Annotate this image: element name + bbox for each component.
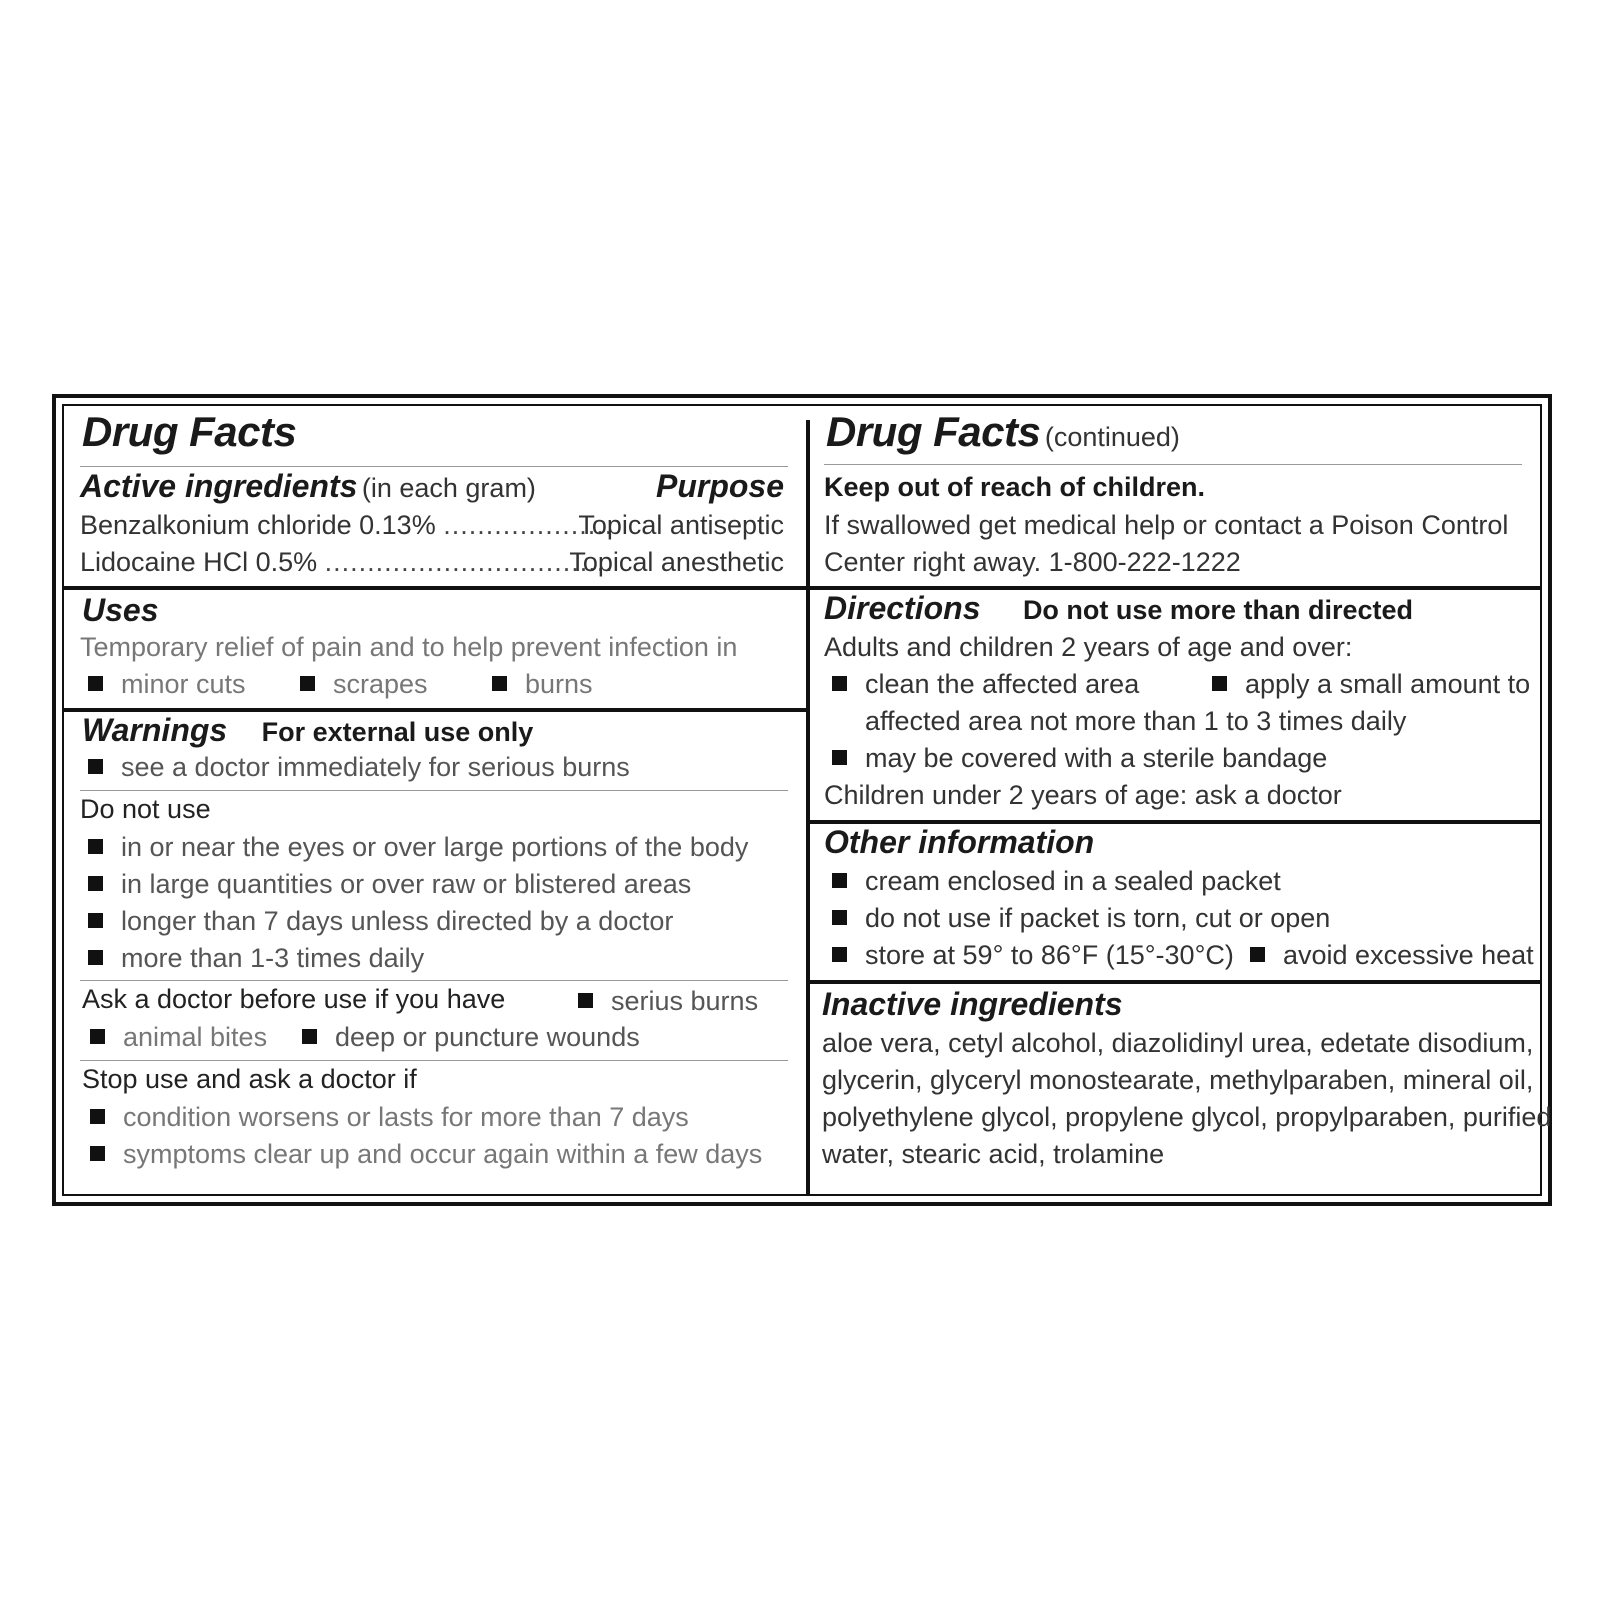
active-purpose-2: Topical anesthetic <box>569 547 784 577</box>
inactive-line: glycerin, glyceryl monostearate, methylparaben, mineral oil, <box>822 1065 1534 1095</box>
directions-item: clean the affected area <box>832 669 1139 700</box>
bullet-icon <box>832 873 847 888</box>
bullet-icon <box>492 676 507 691</box>
bullet-icon <box>90 1029 105 1044</box>
active-row-2 <box>80 547 614 578</box>
right-title-note: (continued) <box>1044 422 1180 452</box>
section-rule <box>64 586 806 590</box>
stop-use-heading: Stop use and ask a doctor if <box>82 1064 417 1094</box>
leader-dots: .................................. <box>324 547 614 577</box>
active-ingredients-heading-row <box>80 468 536 505</box>
ask-doctor-item: deep or puncture wounds <box>302 1022 640 1053</box>
bullet-icon <box>90 1109 105 1124</box>
uses-intro: Temporary relief of pain and to help prevent infection in <box>80 632 738 662</box>
directions-item-continued: affected area not more than 1 to 3 times daily <box>865 706 1407 736</box>
do-not-use-item: in large quantities or over raw or blistered areas <box>88 869 691 900</box>
uses-item: burns <box>492 669 593 700</box>
active-name: Benzalkonium chloride 0.13% <box>80 510 436 540</box>
ask-doctor-heading: Ask a doctor before use if you have <box>82 984 506 1014</box>
right-column <box>810 406 1552 1194</box>
left-column <box>64 406 806 1194</box>
bullet-icon <box>88 876 103 891</box>
right-title-row <box>826 408 1180 456</box>
stop-use-item: condition worsens or lasts for more than 7 days <box>90 1102 689 1133</box>
bullet-icon <box>88 759 103 774</box>
bullet-icon <box>300 676 315 691</box>
keep-out-line: Center right away. 1-800-222-1222 <box>824 547 1241 577</box>
inactive-line: water, stearic acid, trolamine <box>822 1139 1165 1169</box>
bullet-icon <box>302 1029 317 1044</box>
uses-item: minor cuts <box>88 669 246 700</box>
bullet-icon <box>1250 947 1265 962</box>
active-ingredients-note: (in each gram) <box>361 473 536 503</box>
bullet-icon <box>578 993 593 1008</box>
active-ingredients-heading: Active ingredients <box>80 468 358 504</box>
bullet-icon <box>88 950 103 965</box>
bullet-icon <box>88 839 103 854</box>
do-not-use-heading: Do not use <box>80 794 211 824</box>
active-name: Lidocaine HCl 0.5% <box>80 547 318 577</box>
other-heading: Other information <box>824 824 1095 860</box>
inactive-heading: Inactive ingredients <box>822 986 1123 1022</box>
stop-use-item: symptoms clear up and occur again within a few days <box>90 1139 762 1170</box>
warnings-heading: Warnings <box>82 712 228 748</box>
ask-doctor-item: animal bites <box>90 1022 267 1053</box>
purpose-heading: Purpose <box>655 468 784 504</box>
subsection-rule <box>80 1060 788 1061</box>
active-purpose-1: Topical antiseptic <box>578 510 784 540</box>
uses-heading: Uses <box>82 592 159 628</box>
section-rule <box>810 980 1540 984</box>
leader-dots: .................... <box>443 510 614 540</box>
other-item: cream enclosed in a sealed packet <box>832 866 1281 897</box>
other-item: do not use if packet is torn, cut or open <box>832 903 1330 934</box>
directions-adults: Adults and children 2 years of age and over: <box>824 632 1353 662</box>
title-rule <box>80 466 788 467</box>
label-inner-border <box>62 404 1552 1196</box>
bullet-icon <box>1212 676 1227 691</box>
bullet-icon <box>88 676 103 691</box>
bullet-icon <box>90 1146 105 1161</box>
bullet-icon <box>832 750 847 765</box>
inactive-line: polyethylene glycol, propylene glycol, propylparaben, purified <box>822 1102 1552 1132</box>
bullet-icon <box>832 910 847 925</box>
warnings-heading-row <box>82 712 533 749</box>
other-item: store at 59° to 86°F (15°-30°C) <box>832 940 1234 971</box>
subsection-rule <box>80 980 788 981</box>
right-title: Drug Facts <box>826 408 1041 455</box>
warnings-subheading: For external use only <box>261 717 534 747</box>
keep-out-heading: Keep out of reach of children. <box>824 472 1206 502</box>
do-not-use-item: in or near the eyes or over large portions of the body <box>88 832 748 863</box>
active-row-1 <box>80 510 613 541</box>
do-not-use-item: more than 1-3 times daily <box>88 943 424 974</box>
bullet-icon <box>88 913 103 928</box>
ask-doctor-item: serius burns <box>578 986 758 1017</box>
bullet-icon <box>832 676 847 691</box>
directions-heading-row <box>824 590 1413 627</box>
directions-children: Children under 2 years of age: ask a doctor <box>824 780 1342 810</box>
directions-item: may be covered with a sterile bandage <box>832 743 1327 774</box>
title-rule <box>824 464 1522 465</box>
inactive-line: aloe vera, cetyl alcohol, diazolidinyl urea, edetate disodium, <box>822 1028 1534 1058</box>
directions-item: apply a small amount to <box>1212 669 1530 700</box>
directions-heading: Directions <box>824 590 981 626</box>
directions-subheading: Do not use more than directed <box>1022 595 1413 625</box>
keep-out-line: If swallowed get medical help or contact a Poison Control <box>824 510 1509 540</box>
warnings-item: see a doctor immediately for serious burns <box>88 752 630 783</box>
other-item: avoid excessive heat <box>1250 940 1534 971</box>
left-title: Drug Facts <box>82 408 297 455</box>
bullet-icon <box>832 947 847 962</box>
subsection-rule <box>80 790 788 791</box>
uses-item: scrapes <box>300 669 428 700</box>
do-not-use-item: longer than 7 days unless directed by a doctor <box>88 906 673 937</box>
drug-facts-label <box>52 394 1552 1206</box>
